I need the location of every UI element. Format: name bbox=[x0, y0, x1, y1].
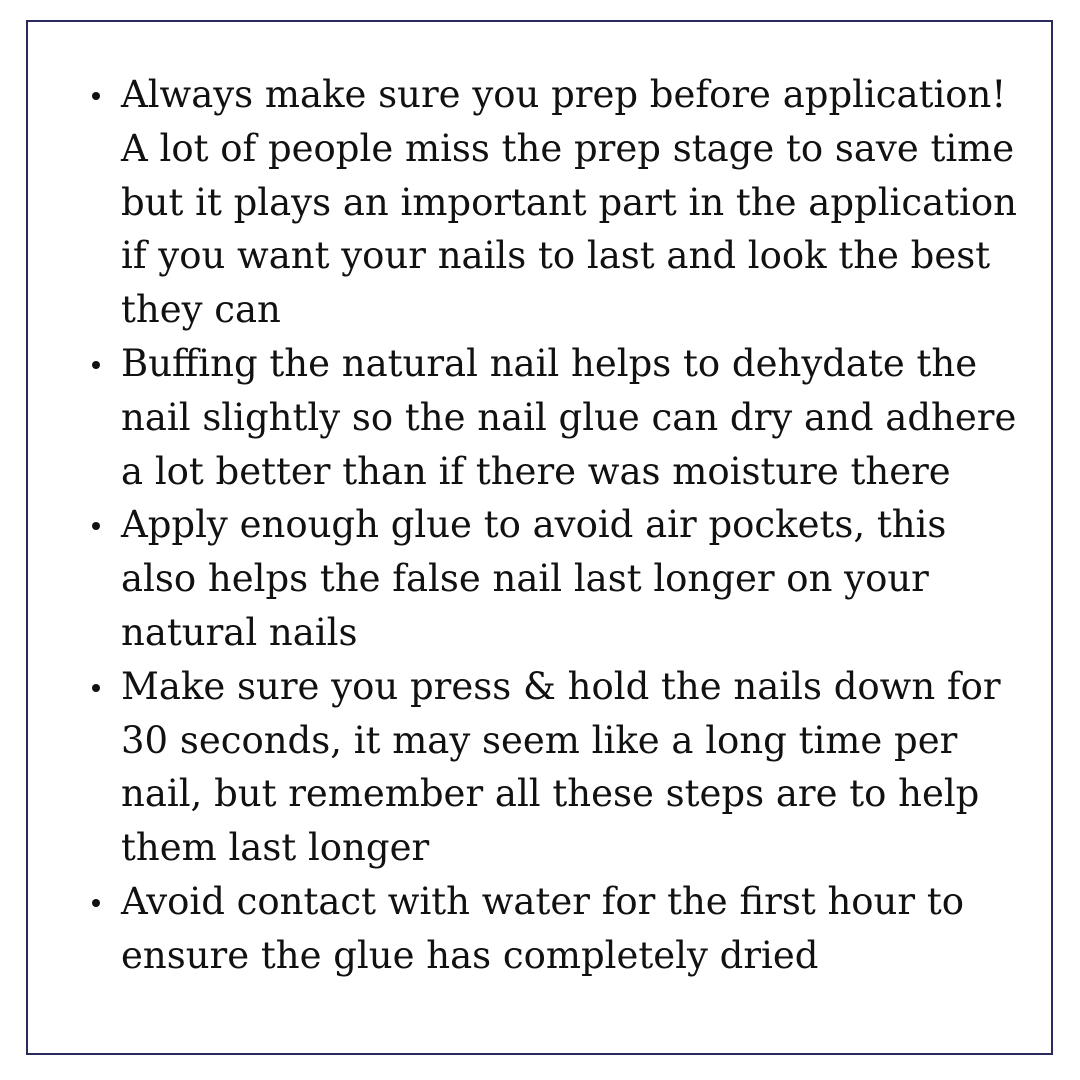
tip-item-glue bbox=[92, 498, 1032, 659]
bullet-icon bbox=[92, 522, 100, 530]
tip-text: Always make sure you prep before application! A lot of people miss the prep stage to save time but it plays an important part in the application if you want your nails to last and look the best they can bbox=[121, 73, 1017, 332]
tip-item-buffing bbox=[92, 337, 1032, 498]
tips-list bbox=[92, 68, 1032, 983]
tip-text: Buffing the natural nail helps to dehydate the nail slightly so the nail glue can dry and adhere a lot better than if there was moisture there bbox=[121, 341, 1017, 493]
tip-text: Make sure you press & hold the nails down for 30 seconds, it may seem like a long time per nail, but remember all these steps are to help them last longer bbox=[121, 664, 1001, 870]
tip-item-water bbox=[92, 875, 1032, 983]
tip-item-press-hold bbox=[92, 660, 1032, 875]
bullet-icon bbox=[92, 899, 100, 907]
bullet-icon bbox=[92, 92, 100, 100]
tip-item-prep bbox=[92, 68, 1032, 337]
tip-text: Avoid contact with water for the first hour to ensure the glue has completely dried bbox=[121, 879, 964, 977]
bullet-icon bbox=[92, 361, 100, 369]
bullet-icon bbox=[92, 684, 100, 692]
tip-text: Apply enough glue to avoid air pockets, this also helps the false nail last longer on your natural nails bbox=[121, 503, 947, 654]
